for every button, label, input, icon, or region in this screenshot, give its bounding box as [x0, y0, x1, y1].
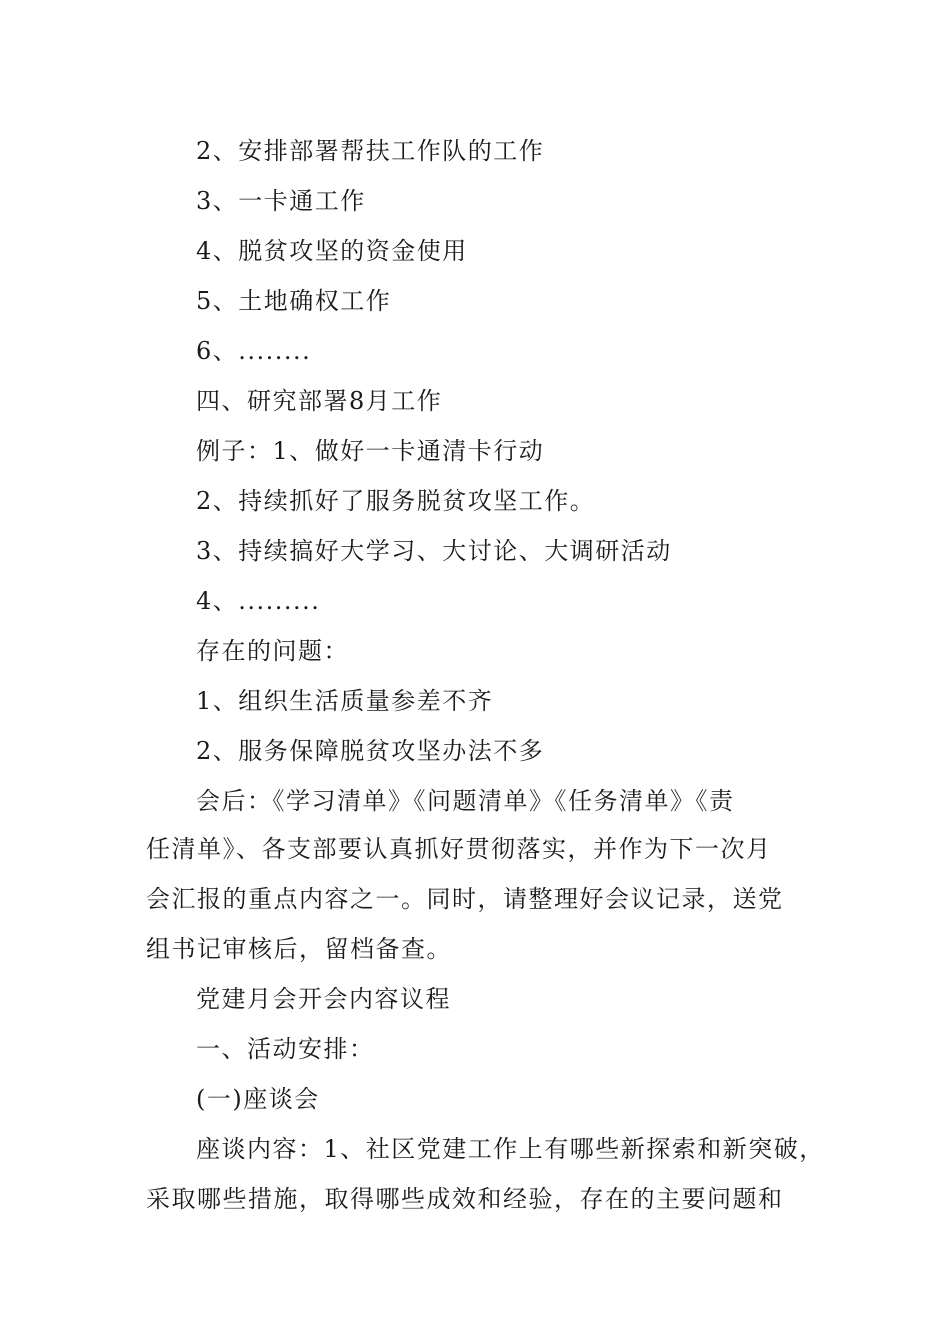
- text-line: 3、持续搞好大学习、大讨论、大调研活动: [196, 537, 672, 565]
- section-heading: 一、活动安排：: [196, 1035, 375, 1063]
- text-line: 4、脱贫攻坚的资金使用: [196, 237, 468, 265]
- text-line: 例子：1、做好一卡通清卡行动: [196, 437, 545, 465]
- paragraph-line: 会后：《学习清单》《问题清单》《任务清单》《责: [196, 787, 735, 815]
- paragraph-line: 采取哪些措施，取得哪些成效和经验，存在的主要问题和: [146, 1185, 784, 1213]
- text-line: 1、组织生活质量参差不齐: [196, 687, 494, 715]
- paragraph-line: 会汇报的重点内容之一。同时，请整理好会议记录，送党: [146, 885, 784, 913]
- text-line: 2、安排部署帮扶工作队的工作: [196, 137, 545, 165]
- text-line: 存在的问题：: [196, 637, 349, 665]
- text-line: 5、土地确权工作: [196, 287, 392, 315]
- paragraph-line: 组书记审核后，留档备查。: [146, 935, 452, 963]
- subsection-heading: (一)座谈会: [196, 1085, 320, 1113]
- section-heading: 四、研究部署8月工作: [196, 387, 443, 415]
- text-line: 6、........: [196, 337, 312, 365]
- paragraph-line: 座谈内容：1、社区党建工作上有哪些新探索和新突破，: [196, 1135, 825, 1163]
- text-line: 2、服务保障脱贫攻坚办法不多: [196, 737, 545, 765]
- paragraph-line: 任清单》、各支部要认真抓好贯彻落实，并作为下一次月: [146, 835, 772, 863]
- text-line: 4、.........: [196, 587, 321, 615]
- section-title: 党建月会开会内容议程: [196, 985, 451, 1013]
- text-line: 2、持续抓好了服务脱贫攻坚工作。: [196, 487, 596, 515]
- text-line: 3、一卡通工作: [196, 187, 366, 215]
